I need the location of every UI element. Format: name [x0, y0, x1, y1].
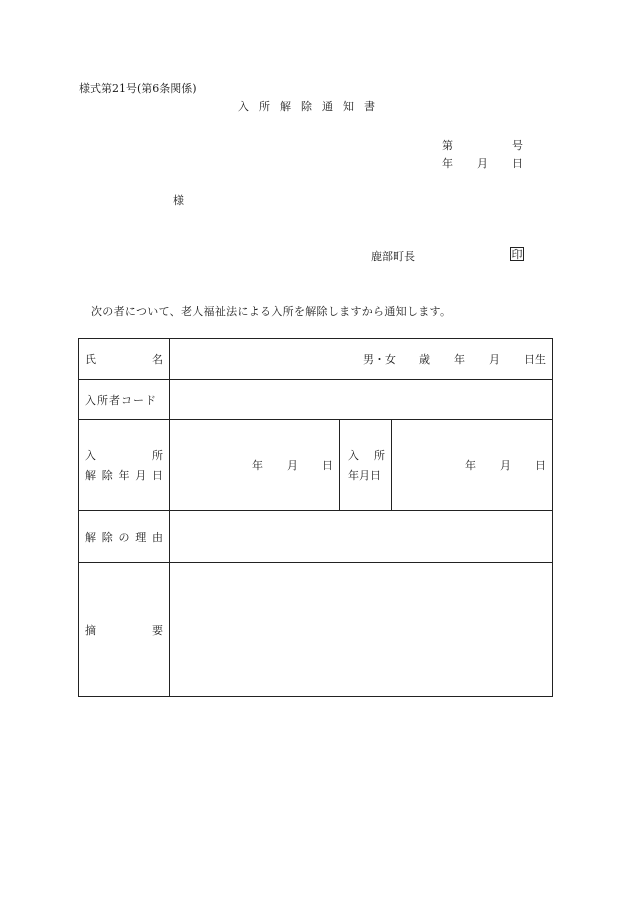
document-title: 入所解除通知書 — [238, 100, 385, 113]
discharge-date-month: 月 — [287, 459, 298, 472]
addressee-suffix: 様 — [173, 194, 184, 207]
entry-date-field[interactable] — [392, 420, 553, 511]
summary-label-b: 要 — [152, 623, 163, 637]
birth-year: 年 — [454, 353, 466, 366]
discharge-date-day: 日 — [322, 459, 333, 472]
birth-day: 日生 — [524, 353, 547, 366]
row-resident-code — [79, 380, 553, 420]
entry-label-2: 年月日 — [348, 469, 381, 482]
entry-label-1b: 所 — [374, 449, 385, 462]
reason-label-1: 除 — [101, 530, 113, 544]
discharge-date-field[interactable] — [170, 420, 340, 511]
sex-option[interactable]: 男・女 — [363, 353, 397, 366]
row-summary — [79, 563, 553, 697]
reason-label-3: 理 — [135, 530, 147, 544]
issue-date-month: 月 — [477, 157, 488, 170]
dates-label-2-3: 月 — [135, 469, 147, 482]
dates-label — [79, 420, 170, 511]
row-reason — [79, 511, 553, 563]
row-dates — [79, 420, 553, 511]
name-label — [79, 339, 170, 380]
entry-date-label — [340, 420, 392, 511]
reason-label — [79, 511, 170, 563]
resident-code-label-text: 入所者コード — [85, 393, 157, 407]
age-unit: 歳 — [419, 353, 431, 366]
issuer-name: 鹿部町長 — [371, 250, 415, 263]
entry-label-1a: 入 — [348, 449, 359, 462]
notice-table — [78, 338, 553, 697]
name-field[interactable] — [170, 339, 553, 380]
reason-label-4: 由 — [152, 530, 163, 544]
number-prefix: 第 — [442, 139, 453, 152]
reason-label-2: の — [118, 530, 130, 544]
number-suffix: 号 — [512, 139, 523, 152]
intro-text: 次の者について、老人福祉法による入所を解除しますから通知します。 — [91, 305, 452, 318]
name-label-b: 名 — [152, 353, 163, 366]
summary-label-a: 摘 — [85, 623, 96, 637]
entry-date-year: 年 — [465, 459, 477, 472]
form-number: 様式第21号(第6条関係) — [79, 82, 197, 95]
dates-label-2-4: 日 — [152, 469, 163, 482]
summary-label — [79, 563, 170, 697]
name-label-a: 氏 — [85, 353, 96, 366]
reason-field[interactable] — [170, 511, 553, 563]
dates-label-1b: 所 — [152, 449, 163, 462]
issue-date — [442, 158, 523, 169]
dates-label-2-1: 除 — [101, 469, 113, 482]
birth-month: 月 — [489, 353, 501, 366]
entry-date-day: 日 — [535, 459, 547, 472]
resident-code-label — [79, 380, 170, 420]
entry-date-month: 月 — [500, 459, 512, 472]
resident-code-field[interactable] — [170, 380, 553, 420]
issue-date-day: 日 — [512, 157, 523, 170]
row-name — [79, 339, 553, 380]
issue-date-year: 年 — [442, 157, 453, 170]
dates-label-2-2: 年 — [118, 469, 130, 482]
dates-label-2-0: 解 — [85, 469, 96, 482]
discharge-date-year: 年 — [252, 459, 263, 472]
reason-label-0: 解 — [85, 530, 96, 544]
dates-label-1a: 入 — [85, 449, 96, 462]
seal-mark: 印 — [511, 247, 523, 261]
summary-field[interactable] — [170, 563, 553, 697]
